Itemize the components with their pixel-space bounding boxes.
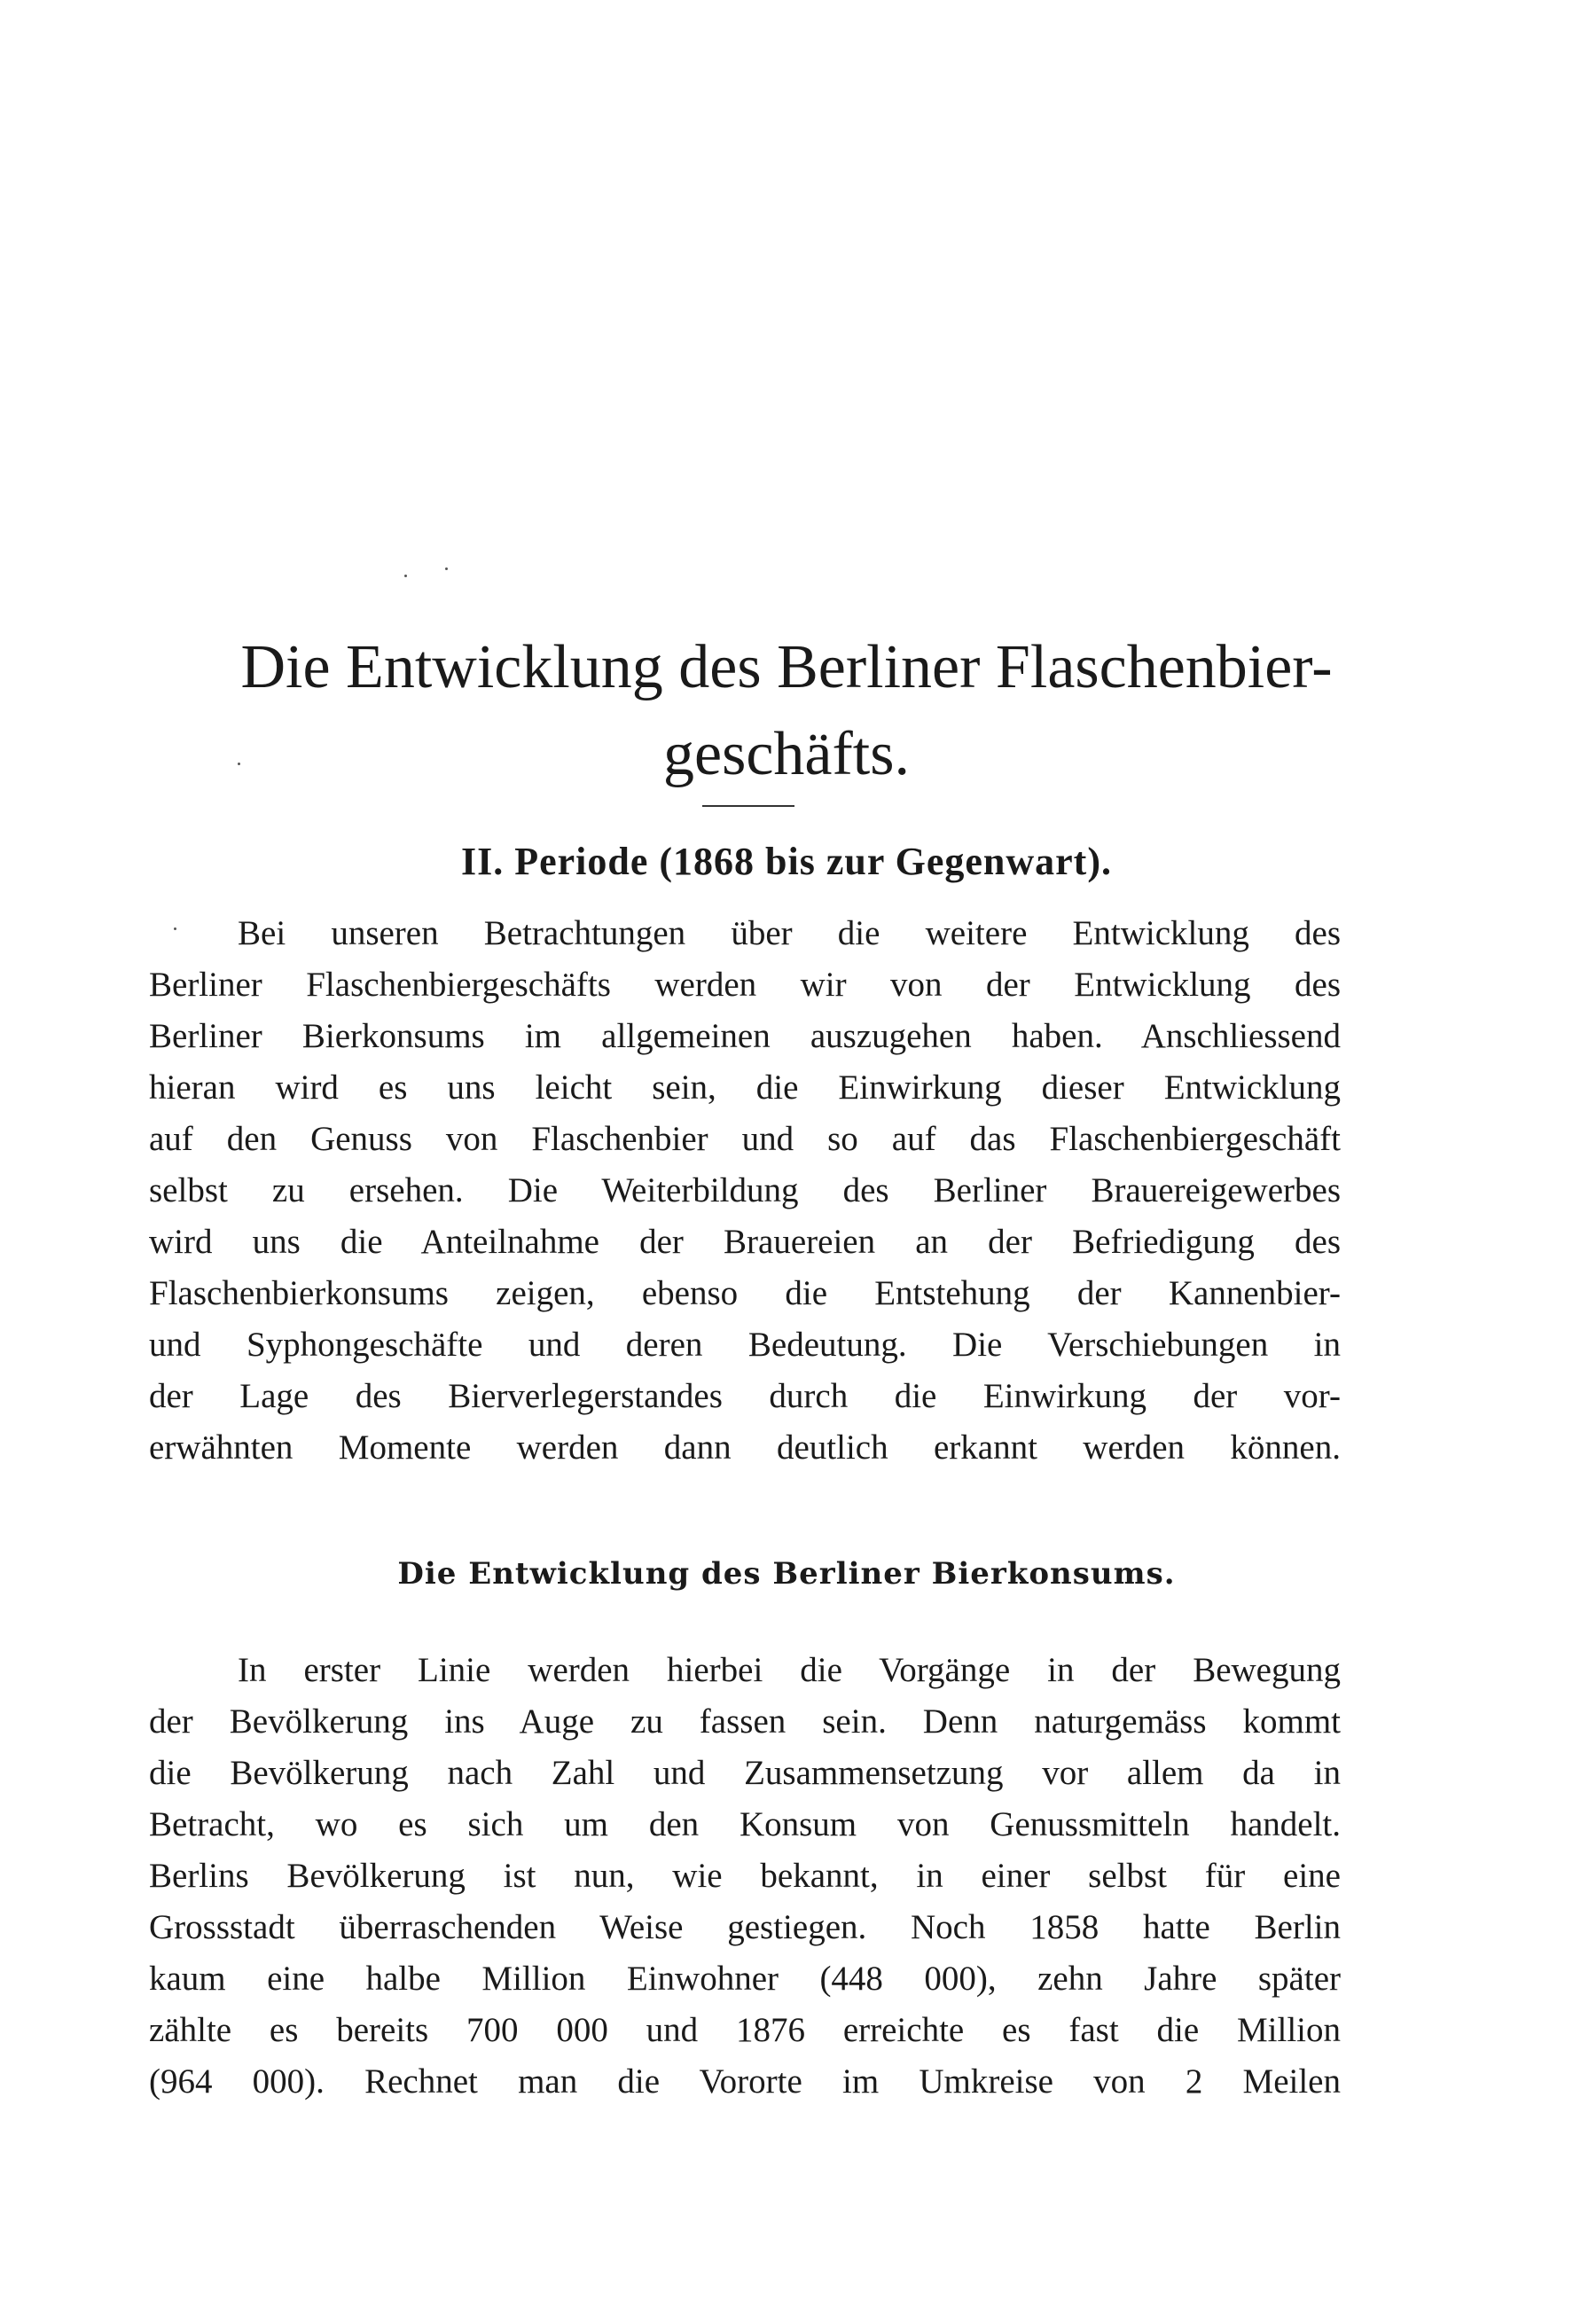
- text-line: und Syphongeschäfte und deren Bedeutung. Die Verschiebungen in: [149, 1326, 1341, 1364]
- text-line: die Bevölkerung nach Zahl und Zusammensetzung vor allem da in: [149, 1754, 1341, 1792]
- paper-speck: [174, 927, 176, 930]
- period-subtitle: II. Periode (1868 bis zur Gegenwart).: [461, 840, 1112, 883]
- text-line: (964 000). Rechnet man die Vororte im Umkreise von 2 Meilen: [149, 2062, 1341, 2101]
- text-line: Bei unseren Betrachtungen über die weitere Entwicklung des: [238, 914, 1341, 952]
- paper-speck: [445, 567, 448, 570]
- title-divider: [702, 805, 794, 807]
- text-line: zählte es bereits 700 000 und 1876 erreichte es fast die Million: [149, 2011, 1341, 2049]
- text-line: hieran wird es uns leicht sein, die Einwirkung dieser Entwicklung: [149, 1068, 1341, 1107]
- document-title-line-2: geschäfts.: [663, 720, 910, 788]
- text-line: erwähnten Momente werden dann deutlich erkannt werden können.: [149, 1428, 1341, 1467]
- text-line: wird uns die Anteilnahme der Brauereien an der Befriedigung des: [149, 1223, 1341, 1261]
- text-line: Berliner Bierkonsums im allgemeinen auszugehen haben. Anschliessend: [149, 1017, 1341, 1055]
- text-line: auf den Genuss von Flaschenbier und so auf das Flaschenbiergeschäft: [149, 1120, 1341, 1158]
- text-line: selbst zu ersehen. Die Weiterbildung des Berliner Brauereigewerbes: [149, 1171, 1341, 1209]
- text-line: kaum eine halbe Million Einwohner (448 000), zehn Jahre später: [149, 1960, 1341, 1998]
- text-line: der Bevölkerung ins Auge zu fassen sein. Denn naturgemäss kommt: [149, 1702, 1341, 1741]
- text-line: In erster Linie werden hierbei die Vorgänge in der Bewegung: [238, 1651, 1341, 1689]
- text-line: Grossstadt überraschenden Weise gestiegen. Noch 1858 hatte Berlin: [149, 1908, 1341, 1946]
- text-line: Betracht, wo es sich um den Konsum von Genussmitteln handelt.: [149, 1805, 1341, 1843]
- text-line: Berlins Bevölkerung ist nun, wie bekannt, in einer selbst für eine: [149, 1857, 1341, 1895]
- section-heading: Die Entwicklung des Berliner Bierkonsums.: [397, 1556, 1176, 1592]
- text-line: der Lage des Bierverlegerstandes durch die Einwirkung der vor-: [149, 1377, 1341, 1415]
- paper-speck: [404, 575, 407, 577]
- text-line: Berliner Flaschenbiergeschäfts werden wir von der Entwicklung des: [149, 966, 1341, 1004]
- text-line: Flaschenbierkonsums zeigen, ebenso die Entstehung der Kannenbier-: [149, 1274, 1341, 1312]
- document-title-line-1: Die Entwicklung des Berliner Flaschenbier-: [240, 633, 1333, 701]
